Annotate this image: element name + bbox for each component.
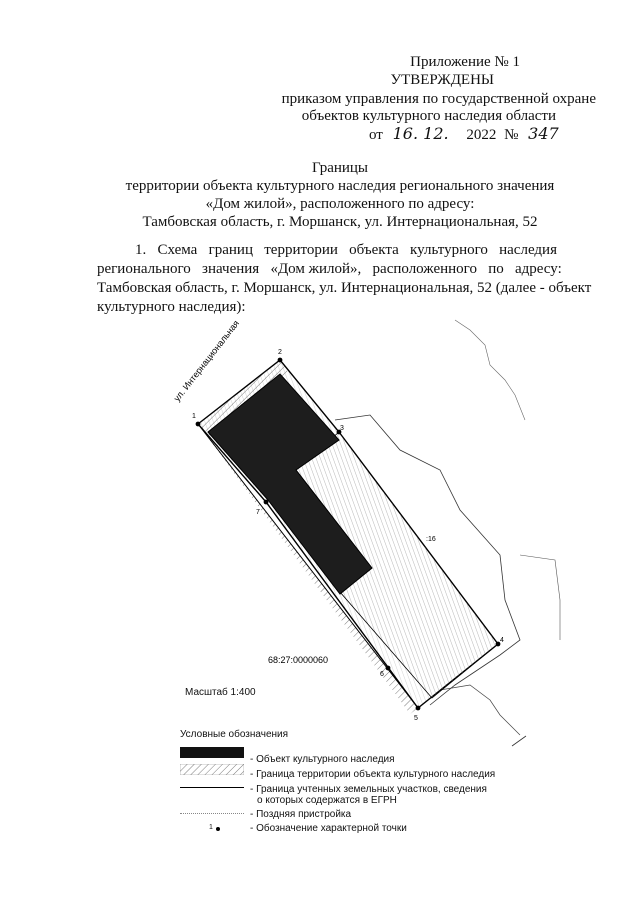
- parcel-label: :16: [426, 536, 436, 543]
- neighbor-parcel-upper: [455, 320, 525, 420]
- point-label-2: 2: [278, 349, 282, 356]
- title-line-2: территории объекта культурного наследия регионального значения: [125, 178, 555, 194]
- title-line-4: Тамбовская область, г. Моршанск, ул. Интернациональная, 52: [142, 214, 538, 230]
- legend-item-parcel-line-cont: о которых содержатся в ЕГРН: [257, 795, 397, 806]
- legend-swatch-heritage: [180, 747, 244, 758]
- scale-label: Масштаб 1:400: [185, 687, 256, 698]
- point-label-1: 1: [192, 413, 196, 420]
- point-label-5: 5: [414, 715, 418, 722]
- point-label-4: 4: [500, 637, 504, 644]
- legend-swatch-late-annex: [180, 813, 244, 814]
- legend-item-territory: - Граница территории объекта культурного наследия: [250, 769, 496, 780]
- street-label: ул. Интернациональная: [171, 318, 242, 404]
- handwritten-date: 16. 12.: [392, 124, 449, 143]
- number-sign: №: [504, 127, 519, 143]
- legend-point-symbol-label: 1: [209, 824, 213, 831]
- legend-title: Условные обозначения: [180, 729, 289, 740]
- point-label-3: 3: [340, 425, 344, 432]
- legend-item-parcel-line: - Граница учтенных земельных участков, сведения: [250, 784, 487, 795]
- legend-swatch-parcel-line: [180, 787, 244, 788]
- point-label-6: 6: [380, 671, 384, 678]
- paragraph-line-2: регионального значения «Дом жилой», расположенного по адресу:: [97, 261, 562, 277]
- point-2: [278, 358, 283, 363]
- title-line-3: «Дом жилой», расположенного по адресу:: [205, 196, 475, 212]
- paragraph-line-4: культурного наследия):: [97, 299, 246, 315]
- point-5: [416, 706, 421, 711]
- legend-swatch-point: [216, 827, 220, 831]
- neighbor-parcel-lower: [440, 685, 520, 735]
- paragraph-line-3: Тамбовская область, г. Моршанск, ул. Интернациональная, 52 (далее - объект: [97, 280, 592, 296]
- cadastral-number: 68:27:0000060: [268, 655, 329, 665]
- point-1: [196, 422, 201, 427]
- point-7: [264, 500, 269, 505]
- appendix-label: Приложение № 1: [410, 54, 520, 70]
- approved-label: УТВЕРЖДЕНЫ: [390, 72, 494, 88]
- handwritten-order-number: 347: [528, 124, 559, 143]
- map-edge-marker: [512, 736, 526, 746]
- legend-item-late-annex: - Поздняя пристройка: [250, 809, 352, 820]
- order-line-1: приказом управления по государственной охране: [281, 91, 596, 107]
- year: 2022: [466, 127, 497, 143]
- legend-item-heritage: - Объект культурного наследия: [250, 754, 395, 765]
- paragraph-line-1: 1. Схема границ территории объекта культурного наследия: [135, 242, 557, 258]
- title-line-1: Границы: [311, 160, 369, 176]
- legend-swatch-territory: [180, 764, 244, 775]
- neighbor-parcel-right: [520, 555, 560, 640]
- point-6: [386, 666, 391, 671]
- order-line-2: объектов культурного наследия области: [301, 108, 556, 124]
- date-prefix: от: [369, 127, 383, 143]
- point-label-7: 7: [256, 509, 260, 516]
- legend-item-point: - Обозначение характерной точки: [250, 823, 407, 834]
